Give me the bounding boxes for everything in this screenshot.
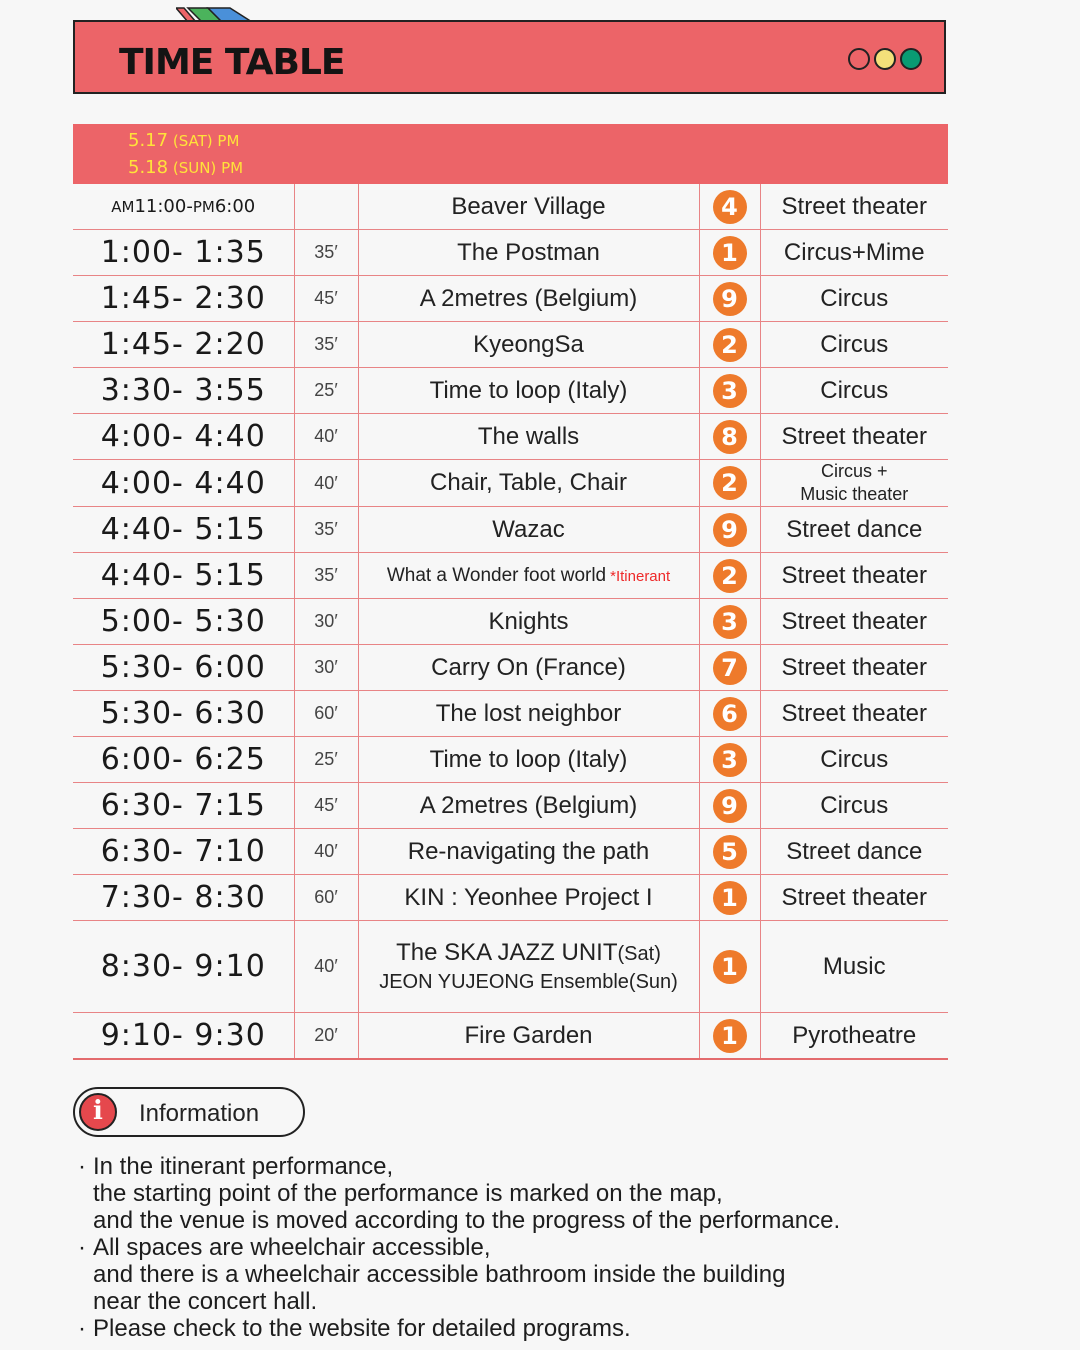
- note-line: All spaces are wheelchair accessible,: [93, 1234, 491, 1261]
- venue-number-badge: 3: [713, 743, 747, 777]
- time-cell: 4:00- 4:40: [73, 460, 294, 507]
- note-line: In the itinerant performance,: [93, 1153, 394, 1180]
- venue-cell: [699, 460, 760, 507]
- venue-cell: [699, 599, 760, 645]
- table-row: [73, 921, 948, 1013]
- date-bar: [73, 124, 948, 184]
- duration-cell: 30′: [294, 599, 358, 645]
- date-sun: 5.18 (SUN) PM: [128, 157, 244, 178]
- venue-number-badge: 2: [713, 328, 747, 362]
- venue-cell: [699, 230, 760, 276]
- duration-cell: 25′: [294, 368, 358, 414]
- time-cell: 3:30- 3:55: [73, 368, 294, 414]
- venue-number-badge: 3: [713, 605, 747, 639]
- venue-cell: [699, 322, 760, 368]
- duration-cell: 45′: [294, 783, 358, 829]
- yellow-dot: [874, 48, 896, 70]
- genre-cell: Circus: [760, 276, 948, 322]
- duration-cell: 35′: [294, 507, 358, 553]
- time-cell: AM11:00-PM6:00: [73, 184, 294, 230]
- time-cell: 1:45- 2:20: [73, 322, 294, 368]
- red-dot: [848, 48, 870, 70]
- table-row: [73, 737, 948, 783]
- duration-cell: 40′: [294, 460, 358, 507]
- venue-number-badge: 8: [713, 420, 747, 454]
- title-text: The SKA JAZZ UNIT: [396, 939, 618, 966]
- venue-number-badge: 1: [713, 881, 747, 915]
- header-dots: [848, 48, 922, 70]
- time-cell: 9:10- 9:30: [73, 1013, 294, 1060]
- bullet: ·: [78, 1153, 86, 1180]
- title-text: The Postman: [457, 238, 600, 266]
- table-row: [73, 1013, 948, 1060]
- time-cell: 1:45- 2:30: [73, 276, 294, 322]
- note-line: and there is a wheelchair accessible bathroom inside the building: [93, 1261, 786, 1288]
- genre-cell: Circus: [760, 737, 948, 783]
- genre-cell: Pyrotheatre: [760, 1013, 948, 1060]
- duration-cell: 20′: [294, 1013, 358, 1060]
- table-row: [73, 829, 948, 875]
- table-row: [73, 599, 948, 645]
- note-line: near the concert hall.: [93, 1288, 318, 1315]
- note-line: Please check to the website for detailed programs.: [93, 1315, 631, 1342]
- title-cell: [358, 737, 699, 783]
- time-cell: 4:40- 5:15: [73, 507, 294, 553]
- duration-cell: 35′: [294, 230, 358, 276]
- genre-cell: Street dance: [760, 829, 948, 875]
- venue-cell: [699, 921, 760, 1013]
- information-notes: [78, 1153, 1068, 1342]
- title-text: Knights: [488, 607, 569, 635]
- genre-cell: Circus: [760, 368, 948, 414]
- genre-cell: Street theater: [760, 414, 948, 460]
- title-cell: [358, 829, 699, 875]
- genre-cell: Street theater: [760, 691, 948, 737]
- table-row: [73, 230, 948, 276]
- title-text: Beaver Village: [451, 192, 606, 220]
- title-text: Carry On (France): [431, 653, 626, 681]
- timetable: [73, 184, 948, 1060]
- table-row: [73, 414, 948, 460]
- time-cell: 5:00- 5:30: [73, 599, 294, 645]
- info-note-item: [78, 1315, 1068, 1342]
- venue-cell: [699, 737, 760, 783]
- venue-cell: [699, 829, 760, 875]
- title-cell: [358, 414, 699, 460]
- duration-cell: 35′: [294, 553, 358, 599]
- header-banner: [73, 20, 946, 94]
- info-note-item: [78, 1234, 1068, 1315]
- time-cell: 1:00- 1:35: [73, 230, 294, 276]
- table-row: [73, 691, 948, 737]
- title-text: A 2metres (Belgium): [419, 791, 638, 819]
- genre-cell: Street theater: [760, 599, 948, 645]
- genre-cell: Circus: [760, 783, 948, 829]
- time-cell: 4:00- 4:40: [73, 414, 294, 460]
- venue-number-badge: 9: [713, 789, 747, 823]
- time-cell: 6:30- 7:15: [73, 783, 294, 829]
- venue-number-badge: 9: [713, 513, 747, 547]
- venue-cell: [699, 368, 760, 414]
- title-text: KIN : Yeonhee Project I: [404, 883, 653, 911]
- table-row: [73, 783, 948, 829]
- time-cell: 7:30- 8:30: [73, 875, 294, 921]
- table-row: [73, 460, 948, 507]
- title-cell: [358, 645, 699, 691]
- table-row: [73, 322, 948, 368]
- venue-cell: [699, 645, 760, 691]
- genre-cell: Street theater: [760, 875, 948, 921]
- title-text: Wazac: [492, 515, 565, 543]
- title-cell: [358, 783, 699, 829]
- time-cell: 8:30- 9:10: [73, 921, 294, 1013]
- title-text: KyeongSa: [473, 330, 584, 358]
- venue-number-badge: 1: [713, 236, 747, 270]
- venue-cell: [699, 184, 760, 230]
- table-row: [73, 507, 948, 553]
- title-text: Time to loop (Italy): [429, 376, 628, 404]
- subtitle-text: JEON YUJEONG Ensemble(Sun): [379, 971, 678, 993]
- title-cell: [358, 691, 699, 737]
- venue-number-badge: 3: [713, 374, 747, 408]
- venue-number-badge: 1: [713, 950, 747, 984]
- date-sat: 5.17 (SAT) PM: [128, 130, 240, 151]
- genre-cell: Circus + Music theater: [760, 460, 948, 507]
- genre-cell: Street theater: [760, 645, 948, 691]
- time-cell: 5:30- 6:30: [73, 691, 294, 737]
- table-row: [73, 276, 948, 322]
- note-line: the starting point of the performance is marked on the map,: [93, 1180, 723, 1207]
- title-text: Time to loop (Italy): [429, 745, 628, 773]
- genre-cell: Circus+Mime: [760, 230, 948, 276]
- title-cell: [358, 553, 699, 599]
- genre-cell: Street theater: [760, 184, 948, 230]
- duration-cell: 40′: [294, 414, 358, 460]
- genre-cell: Street dance: [760, 507, 948, 553]
- time-cell: 5:30- 6:00: [73, 645, 294, 691]
- genre-cell: Music: [760, 921, 948, 1013]
- duration-cell: 35′: [294, 322, 358, 368]
- duration-cell: 40′: [294, 829, 358, 875]
- table-row: [73, 368, 948, 414]
- genre-cell: Circus: [760, 322, 948, 368]
- title-text: Chair, Table, Chair: [430, 469, 627, 496]
- duration-cell: 45′: [294, 276, 358, 322]
- title-text: The walls: [477, 422, 580, 450]
- genre-cell: Street theater: [760, 553, 948, 599]
- venue-cell: [699, 507, 760, 553]
- itinerant-note: *Itinerant: [610, 567, 671, 585]
- time-cell: 6:00- 6:25: [73, 737, 294, 783]
- title-cell: The SKA JAZZ UNIT(Sat) JEON YUJEONG Ensemble(Sun): [358, 921, 699, 1013]
- green-dot: [900, 48, 922, 70]
- venue-number-badge: 1: [713, 1019, 747, 1053]
- venue-number-badge: 2: [713, 466, 747, 500]
- venue-cell: [699, 553, 760, 599]
- title-cell: [358, 230, 699, 276]
- duration-cell: 40′: [294, 921, 358, 1013]
- title-cell: [358, 1013, 699, 1060]
- venue-cell: [699, 783, 760, 829]
- duration-cell: 60′: [294, 875, 358, 921]
- title-text: Re-navigating the path: [407, 837, 650, 865]
- information-pill: [73, 1087, 305, 1137]
- page-title: TIME TABLE: [119, 42, 345, 83]
- title-cell: [358, 507, 699, 553]
- venue-cell: [699, 1013, 760, 1060]
- venue-number-badge: 9: [713, 282, 747, 316]
- note-line: and the venue is moved according to the progress of the performance.: [93, 1207, 841, 1234]
- venue-cell: [699, 875, 760, 921]
- duration-cell: 60′: [294, 691, 358, 737]
- title-cell: [358, 276, 699, 322]
- title-cell: [358, 184, 699, 230]
- bullet: ·: [78, 1234, 86, 1261]
- venue-number-badge: 4: [713, 190, 747, 224]
- venue-cell: [699, 691, 760, 737]
- bullet: ·: [78, 1315, 86, 1342]
- table-row: [73, 553, 948, 599]
- venue-cell: [699, 276, 760, 322]
- duration-cell: 30′: [294, 645, 358, 691]
- duration-cell: [294, 184, 358, 230]
- title-cell: [358, 460, 699, 507]
- table-row: [73, 184, 948, 230]
- venue-number-badge: 6: [713, 697, 747, 731]
- time-cell: 4:40- 5:15: [73, 553, 294, 599]
- title-text: The lost neighbor: [435, 699, 622, 727]
- venue-number-badge: 2: [713, 559, 747, 593]
- title-cell: [358, 875, 699, 921]
- information-label: Information: [139, 1100, 260, 1127]
- title-cell: [358, 368, 699, 414]
- title-text: Fire Garden: [464, 1021, 593, 1049]
- table-row: [73, 875, 948, 921]
- venue-number-badge: 5: [713, 835, 747, 869]
- time-cell: 6:30- 7:10: [73, 829, 294, 875]
- duration-cell: 25′: [294, 737, 358, 783]
- title-text: What a Wonder foot world: [386, 564, 607, 586]
- info-icon: i: [79, 1093, 117, 1131]
- title-cell: [358, 322, 699, 368]
- table-row: [73, 645, 948, 691]
- title-cell: [358, 599, 699, 645]
- venue-number-badge: 7: [713, 651, 747, 685]
- info-note-item: [78, 1153, 1068, 1234]
- venue-cell: [699, 414, 760, 460]
- title-text: A 2metres (Belgium): [419, 284, 638, 312]
